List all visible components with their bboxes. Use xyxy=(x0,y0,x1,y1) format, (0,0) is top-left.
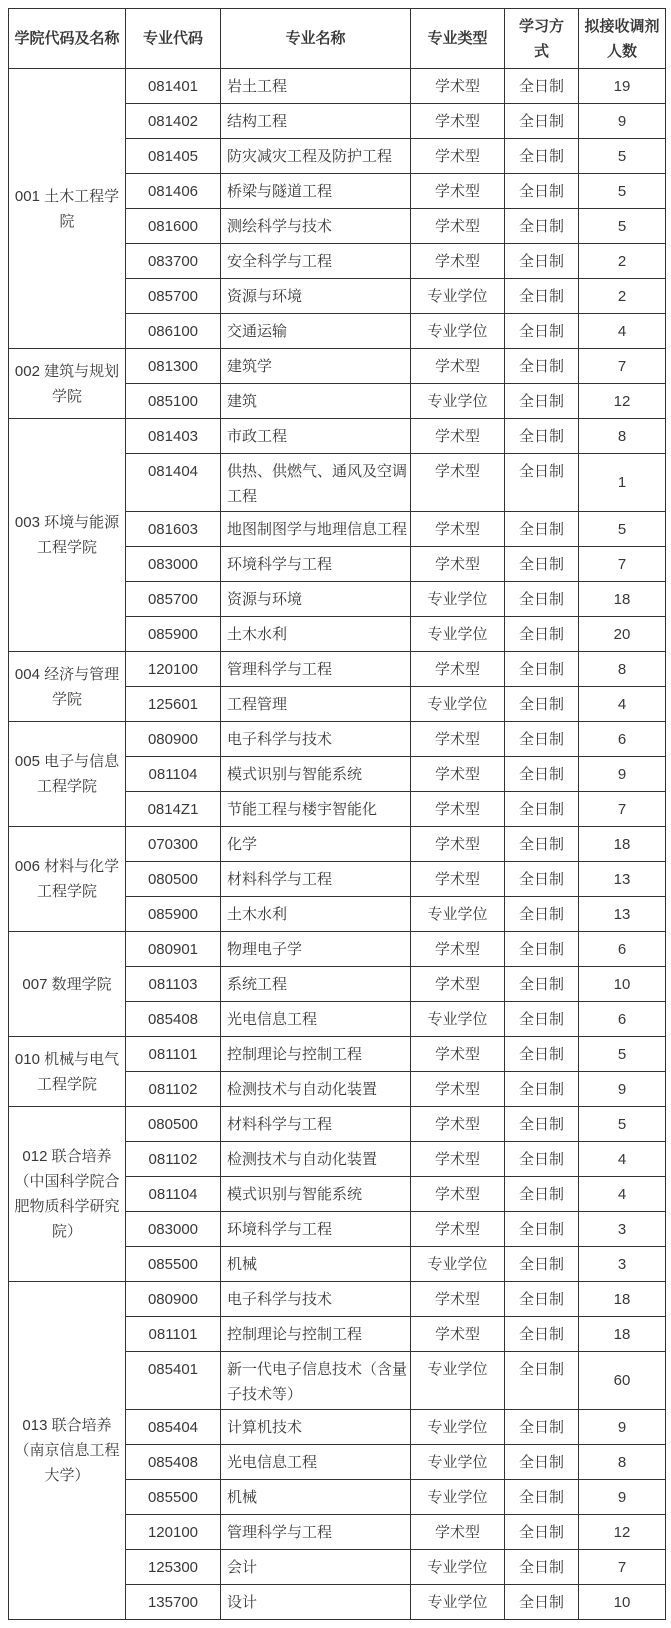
major-type-cell: 学术型 xyxy=(411,349,505,384)
major-code-cell: 081600 xyxy=(126,209,221,244)
major-name-cell: 桥梁与隧道工程 xyxy=(221,174,411,209)
major-code-cell: 080901 xyxy=(126,932,221,967)
quota-cell: 7 xyxy=(579,349,666,384)
study-mode-cell: 全日制 xyxy=(505,1107,579,1142)
column-header-study-mode: 学习方式 xyxy=(505,9,579,69)
quota-cell: 6 xyxy=(579,722,666,757)
major-code-cell: 083000 xyxy=(126,547,221,582)
quota-cell: 18 xyxy=(579,1282,666,1317)
college-name-cell: 006 材料与化学工程学院 xyxy=(9,827,126,932)
table-row xyxy=(9,932,666,967)
major-name-cell: 新一代电子信息技术（含量子技术等） xyxy=(221,1352,411,1410)
quota-cell: 18 xyxy=(579,582,666,617)
major-type-cell: 学术型 xyxy=(411,454,505,512)
major-name-cell: 电子科学与技术 xyxy=(221,1282,411,1317)
major-code-cell: 080900 xyxy=(126,722,221,757)
major-code-cell: 081401 xyxy=(126,69,221,104)
major-type-cell: 学术型 xyxy=(411,69,505,104)
major-name-cell: 模式识别与智能系统 xyxy=(221,757,411,792)
study-mode-cell: 全日制 xyxy=(505,279,579,314)
major-type-cell: 学术型 xyxy=(411,244,505,279)
major-name-cell: 计算机技术 xyxy=(221,1410,411,1445)
study-mode-cell: 全日制 xyxy=(505,827,579,862)
quota-cell: 18 xyxy=(579,1317,666,1352)
major-name-cell: 控制理论与控制工程 xyxy=(221,1317,411,1352)
major-name-cell: 资源与环境 xyxy=(221,279,411,314)
major-type-cell: 学术型 xyxy=(411,419,505,454)
major-name-cell: 会计 xyxy=(221,1550,411,1585)
major-code-cell: 125601 xyxy=(126,687,221,722)
major-code-cell: 083700 xyxy=(126,244,221,279)
major-name-cell: 系统工程 xyxy=(221,967,411,1002)
major-name-cell: 机械 xyxy=(221,1480,411,1515)
study-mode-cell: 全日制 xyxy=(505,1550,579,1585)
major-type-cell: 专业学位 xyxy=(411,617,505,652)
quota-cell: 7 xyxy=(579,547,666,582)
major-code-cell: 081103 xyxy=(126,967,221,1002)
major-type-cell: 学术型 xyxy=(411,104,505,139)
major-code-cell: 085404 xyxy=(126,1410,221,1445)
major-name-cell: 光电信息工程 xyxy=(221,1445,411,1480)
admissions-quota-table xyxy=(8,8,666,1620)
major-type-cell: 学术型 xyxy=(411,1317,505,1352)
quota-cell: 5 xyxy=(579,209,666,244)
study-mode-cell: 全日制 xyxy=(505,967,579,1002)
major-name-cell: 资源与环境 xyxy=(221,582,411,617)
major-code-cell: 085500 xyxy=(126,1247,221,1282)
quota-cell: 13 xyxy=(579,897,666,932)
major-name-cell: 土木水利 xyxy=(221,897,411,932)
college-name-cell: 005 电子与信息工程学院 xyxy=(9,722,126,827)
major-type-cell: 专业学位 xyxy=(411,897,505,932)
major-type-cell: 学术型 xyxy=(411,652,505,687)
major-code-cell: 085900 xyxy=(126,897,221,932)
college-name-cell: 002 建筑与规划学院 xyxy=(9,349,126,419)
quota-cell: 7 xyxy=(579,792,666,827)
major-type-cell: 学术型 xyxy=(411,967,505,1002)
major-name-cell: 机械 xyxy=(221,1247,411,1282)
major-name-cell: 材料科学与工程 xyxy=(221,1107,411,1142)
major-code-cell: 081101 xyxy=(126,1037,221,1072)
study-mode-cell: 全日制 xyxy=(505,652,579,687)
major-code-cell: 081406 xyxy=(126,174,221,209)
major-code-cell: 081104 xyxy=(126,1177,221,1212)
major-name-cell: 管理科学与工程 xyxy=(221,652,411,687)
college-name-cell: 012 联合培养（中国科学院合肥物质科学研究院） xyxy=(9,1107,126,1282)
column-header-major-code: 专业代码 xyxy=(126,9,221,69)
major-type-cell: 学术型 xyxy=(411,1107,505,1142)
study-mode-cell: 全日制 xyxy=(505,792,579,827)
study-mode-cell: 全日制 xyxy=(505,1002,579,1037)
study-mode-cell: 全日制 xyxy=(505,582,579,617)
major-code-cell: 081404 xyxy=(126,454,221,512)
study-mode-cell: 全日制 xyxy=(505,1177,579,1212)
study-mode-cell: 全日制 xyxy=(505,617,579,652)
major-name-cell: 模式识别与智能系统 xyxy=(221,1177,411,1212)
major-type-cell: 专业学位 xyxy=(411,279,505,314)
study-mode-cell: 全日制 xyxy=(505,897,579,932)
major-name-cell: 控制理论与控制工程 xyxy=(221,1037,411,1072)
study-mode-cell: 全日制 xyxy=(505,932,579,967)
major-code-cell: 080500 xyxy=(126,862,221,897)
major-code-cell: 085408 xyxy=(126,1445,221,1480)
major-name-cell: 电子科学与技术 xyxy=(221,722,411,757)
study-mode-cell: 全日制 xyxy=(505,69,579,104)
major-code-cell: 081403 xyxy=(126,419,221,454)
quota-cell: 5 xyxy=(579,139,666,174)
major-type-cell: 学术型 xyxy=(411,139,505,174)
quota-cell: 4 xyxy=(579,1177,666,1212)
major-name-cell: 安全科学与工程 xyxy=(221,244,411,279)
study-mode-cell: 全日制 xyxy=(505,1445,579,1480)
major-code-cell: 085408 xyxy=(126,1002,221,1037)
major-code-cell: 085500 xyxy=(126,1480,221,1515)
major-type-cell: 专业学位 xyxy=(411,1585,505,1620)
study-mode-cell: 全日制 xyxy=(505,139,579,174)
major-code-cell: 085700 xyxy=(126,582,221,617)
major-name-cell: 光电信息工程 xyxy=(221,1002,411,1037)
study-mode-cell: 全日制 xyxy=(505,209,579,244)
study-mode-cell: 全日制 xyxy=(505,687,579,722)
major-code-cell: 081402 xyxy=(126,104,221,139)
major-code-cell: 083000 xyxy=(126,1212,221,1247)
major-code-cell: 081300 xyxy=(126,349,221,384)
column-header-quota: 拟接收调剂人数 xyxy=(579,9,666,69)
major-type-cell: 学术型 xyxy=(411,792,505,827)
column-header-major-type: 专业类型 xyxy=(411,9,505,69)
quota-cell: 5 xyxy=(579,174,666,209)
major-code-cell: 085900 xyxy=(126,617,221,652)
major-type-cell: 学术型 xyxy=(411,174,505,209)
quota-cell: 8 xyxy=(579,652,666,687)
study-mode-cell: 全日制 xyxy=(505,244,579,279)
college-name-cell: 003 环境与能源工程学院 xyxy=(9,419,126,652)
major-code-cell: 081405 xyxy=(126,139,221,174)
study-mode-cell: 全日制 xyxy=(505,1410,579,1445)
table-row xyxy=(9,652,666,687)
quota-cell: 9 xyxy=(579,1480,666,1515)
quota-cell: 2 xyxy=(579,244,666,279)
major-name-cell: 结构工程 xyxy=(221,104,411,139)
study-mode-cell: 全日制 xyxy=(505,1585,579,1620)
column-header-college: 学院代码及名称 xyxy=(9,9,126,69)
quota-cell: 19 xyxy=(579,69,666,104)
major-name-cell: 防灾减灾工程及防护工程 xyxy=(221,139,411,174)
major-name-cell: 化学 xyxy=(221,827,411,862)
table-body xyxy=(9,69,666,1620)
study-mode-cell: 全日制 xyxy=(505,1037,579,1072)
major-type-cell: 学术型 xyxy=(411,547,505,582)
college-name-cell: 010 机械与电气工程学院 xyxy=(9,1037,126,1107)
quota-cell: 2 xyxy=(579,279,666,314)
major-name-cell: 环境科学与工程 xyxy=(221,1212,411,1247)
college-name-cell: 001 土木工程学院 xyxy=(9,69,126,349)
study-mode-cell: 全日制 xyxy=(505,722,579,757)
major-code-cell: 081603 xyxy=(126,512,221,547)
quota-cell: 9 xyxy=(579,1072,666,1107)
table-header xyxy=(9,9,666,69)
study-mode-cell: 全日制 xyxy=(505,1480,579,1515)
major-type-cell: 专业学位 xyxy=(411,314,505,349)
quota-cell: 3 xyxy=(579,1247,666,1282)
study-mode-cell: 全日制 xyxy=(505,757,579,792)
quota-cell: 10 xyxy=(579,1585,666,1620)
column-header-major-name: 专业名称 xyxy=(221,9,411,69)
major-code-cell: 080900 xyxy=(126,1282,221,1317)
major-name-cell: 土木水利 xyxy=(221,617,411,652)
major-name-cell: 材料科学与工程 xyxy=(221,862,411,897)
study-mode-cell: 全日制 xyxy=(505,454,579,512)
quota-cell: 4 xyxy=(579,314,666,349)
major-type-cell: 学术型 xyxy=(411,862,505,897)
quota-cell: 18 xyxy=(579,827,666,862)
quota-cell: 10 xyxy=(579,967,666,1002)
major-name-cell: 供热、供燃气、通风及空调工程 xyxy=(221,454,411,512)
quota-cell: 5 xyxy=(579,1107,666,1142)
quota-cell: 8 xyxy=(579,1445,666,1480)
college-name-cell: 007 数理学院 xyxy=(9,932,126,1037)
quota-cell: 6 xyxy=(579,932,666,967)
major-name-cell: 建筑 xyxy=(221,384,411,419)
major-name-cell: 环境科学与工程 xyxy=(221,547,411,582)
quota-cell: 20 xyxy=(579,617,666,652)
major-type-cell: 专业学位 xyxy=(411,1550,505,1585)
study-mode-cell: 全日制 xyxy=(505,1352,579,1410)
major-type-cell: 学术型 xyxy=(411,1072,505,1107)
major-name-cell: 岩土工程 xyxy=(221,69,411,104)
study-mode-cell: 全日制 xyxy=(505,1317,579,1352)
major-type-cell: 专业学位 xyxy=(411,582,505,617)
major-code-cell: 081102 xyxy=(126,1142,221,1177)
major-type-cell: 学术型 xyxy=(411,1142,505,1177)
study-mode-cell: 全日制 xyxy=(505,862,579,897)
major-type-cell: 专业学位 xyxy=(411,1480,505,1515)
major-code-cell: 081101 xyxy=(126,1317,221,1352)
major-name-cell: 检测技术与自动化装置 xyxy=(221,1142,411,1177)
quota-cell: 6 xyxy=(579,1002,666,1037)
quota-cell: 5 xyxy=(579,512,666,547)
major-name-cell: 物理电子学 xyxy=(221,932,411,967)
major-code-cell: 081102 xyxy=(126,1072,221,1107)
quota-cell: 12 xyxy=(579,384,666,419)
study-mode-cell: 全日制 xyxy=(505,512,579,547)
major-code-cell: 080500 xyxy=(126,1107,221,1142)
major-code-cell: 085700 xyxy=(126,279,221,314)
header-row xyxy=(9,9,666,69)
table-row xyxy=(9,1282,666,1317)
major-type-cell: 学术型 xyxy=(411,209,505,244)
major-code-cell: 0814Z1 xyxy=(126,792,221,827)
quota-cell: 8 xyxy=(579,419,666,454)
major-name-cell: 交通运输 xyxy=(221,314,411,349)
major-name-cell: 管理科学与工程 xyxy=(221,1515,411,1550)
major-type-cell: 学术型 xyxy=(411,757,505,792)
study-mode-cell: 全日制 xyxy=(505,1142,579,1177)
major-type-cell: 专业学位 xyxy=(411,384,505,419)
major-type-cell: 学术型 xyxy=(411,1212,505,1247)
table-row xyxy=(9,419,666,454)
study-mode-cell: 全日制 xyxy=(505,349,579,384)
major-type-cell: 学术型 xyxy=(411,1037,505,1072)
study-mode-cell: 全日制 xyxy=(505,1247,579,1282)
quota-cell: 3 xyxy=(579,1212,666,1247)
study-mode-cell: 全日制 xyxy=(505,547,579,582)
study-mode-cell: 全日制 xyxy=(505,1515,579,1550)
study-mode-cell: 全日制 xyxy=(505,1282,579,1317)
quota-cell: 13 xyxy=(579,862,666,897)
major-code-cell: 125300 xyxy=(126,1550,221,1585)
major-name-cell: 工程管理 xyxy=(221,687,411,722)
quota-cell: 4 xyxy=(579,1142,666,1177)
major-type-cell: 专业学位 xyxy=(411,1410,505,1445)
major-name-cell: 市政工程 xyxy=(221,419,411,454)
major-type-cell: 学术型 xyxy=(411,1282,505,1317)
major-type-cell: 专业学位 xyxy=(411,1352,505,1410)
quota-cell: 9 xyxy=(579,757,666,792)
major-code-cell: 135700 xyxy=(126,1585,221,1620)
major-type-cell: 学术型 xyxy=(411,1177,505,1212)
study-mode-cell: 全日制 xyxy=(505,1212,579,1247)
study-mode-cell: 全日制 xyxy=(505,419,579,454)
major-type-cell: 学术型 xyxy=(411,512,505,547)
major-type-cell: 专业学位 xyxy=(411,1247,505,1282)
table-row xyxy=(9,349,666,384)
quota-cell: 5 xyxy=(579,1037,666,1072)
college-name-cell: 013 联合培养（南京信息工程大学） xyxy=(9,1282,126,1620)
major-type-cell: 学术型 xyxy=(411,1515,505,1550)
quota-cell: 7 xyxy=(579,1550,666,1585)
major-code-cell: 120100 xyxy=(126,652,221,687)
study-mode-cell: 全日制 xyxy=(505,384,579,419)
table-row xyxy=(9,1107,666,1142)
major-code-cell: 086100 xyxy=(126,314,221,349)
major-name-cell: 设计 xyxy=(221,1585,411,1620)
major-name-cell: 节能工程与楼宇智能化 xyxy=(221,792,411,827)
quota-cell: 12 xyxy=(579,1515,666,1550)
major-type-cell: 学术型 xyxy=(411,932,505,967)
table-row xyxy=(9,722,666,757)
study-mode-cell: 全日制 xyxy=(505,174,579,209)
major-type-cell: 专业学位 xyxy=(411,1445,505,1480)
major-name-cell: 检测技术与自动化装置 xyxy=(221,1072,411,1107)
quota-cell: 1 xyxy=(579,454,666,512)
major-name-cell: 测绘科学与技术 xyxy=(221,209,411,244)
table-row xyxy=(9,1037,666,1072)
major-type-cell: 学术型 xyxy=(411,827,505,862)
college-name-cell: 004 经济与管理学院 xyxy=(9,652,126,722)
major-type-cell: 专业学位 xyxy=(411,1002,505,1037)
major-name-cell: 地图制图学与地理信息工程 xyxy=(221,512,411,547)
quota-cell: 60 xyxy=(579,1352,666,1410)
major-code-cell: 081104 xyxy=(126,757,221,792)
major-name-cell: 建筑学 xyxy=(221,349,411,384)
major-type-cell: 专业学位 xyxy=(411,687,505,722)
major-code-cell: 120100 xyxy=(126,1515,221,1550)
major-code-cell: 085401 xyxy=(126,1352,221,1410)
study-mode-cell: 全日制 xyxy=(505,314,579,349)
quota-cell: 9 xyxy=(579,104,666,139)
major-code-cell: 070300 xyxy=(126,827,221,862)
table-row xyxy=(9,827,666,862)
quota-cell: 4 xyxy=(579,687,666,722)
major-code-cell: 085100 xyxy=(126,384,221,419)
study-mode-cell: 全日制 xyxy=(505,104,579,139)
quota-cell: 9 xyxy=(579,1410,666,1445)
major-type-cell: 学术型 xyxy=(411,722,505,757)
table-row xyxy=(9,69,666,104)
study-mode-cell: 全日制 xyxy=(505,1072,579,1107)
